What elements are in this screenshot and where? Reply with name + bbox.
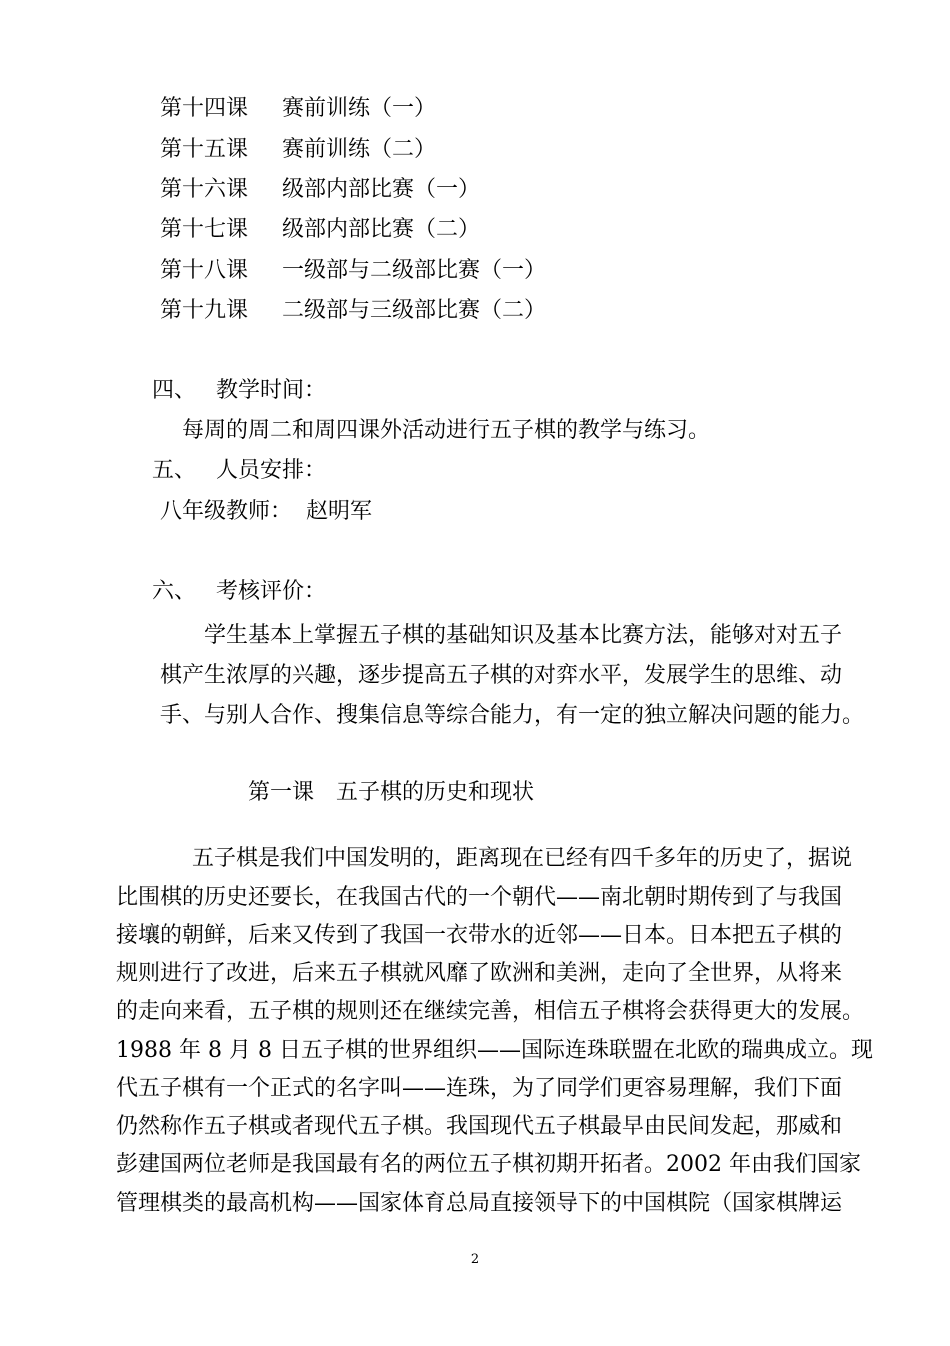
paragraph-line: 代五子棋有一个正式的名字叫——连珠，为了同学们更容易理解，我们下面 xyxy=(116,1076,843,1101)
section-body: 八年级教师： 赵明军 xyxy=(160,499,372,524)
lesson-title: 二级部与三级部比赛（二） xyxy=(282,298,547,323)
page-number: 2 xyxy=(470,1252,480,1267)
section-number: 五、 xyxy=(152,458,197,483)
paragraph-line: 比围棋的历史还要长，在我国古代的一个朝代——南北朝时期传到了与我国 xyxy=(116,885,843,910)
paragraph-line: 的走向来看，五子棋的规则还在继续完善，相信五子棋将会获得更大的发展。 xyxy=(116,999,865,1024)
paragraph-line: 五子棋是我们中国发明的，距离现在已经有四千多年的历史了，据说 xyxy=(192,846,853,871)
lesson-number: 第十五课 xyxy=(160,137,249,162)
lesson-title: 赛前训练（一） xyxy=(282,96,437,121)
paragraph-line: 规则进行了改进，后来五子棋就风靡了欧洲和美洲，走向了全世界，从将来 xyxy=(116,961,843,986)
section-title: 考核评价： xyxy=(216,579,327,604)
paragraph-line: 手、与别人合作、搜集信息等综合能力，有一定的独立解决问题的能力。 xyxy=(160,703,865,728)
section-title: 人员安排： xyxy=(216,458,327,483)
paragraph-line: 接壤的朝鲜，后来又传到了我国一衣带水的近邻——日本。日本把五子棋的 xyxy=(116,923,843,948)
lesson-number: 第十七课 xyxy=(160,217,249,242)
section-body: 每周的周二和周四课外活动进行五子棋的教学与练习。 xyxy=(182,418,711,443)
paragraph-line: 学生基本上掌握五子棋的基础知识及基本比赛方法，能够对对五子 xyxy=(204,623,843,648)
paragraph-line: 彭建国两位老师是我国最有名的两位五子棋初期开拓者。2002 年由我们国家 xyxy=(116,1152,861,1177)
section-number: 六、 xyxy=(152,579,197,604)
section-number: 四、 xyxy=(152,378,197,403)
lesson-number: 第十八课 xyxy=(160,258,249,283)
paragraph-line: 管理棋类的最高机构——国家体育总局直接领导下的中国棋院（国家棋牌运 xyxy=(116,1191,843,1216)
paragraph-line: 棋产生浓厚的兴趣，逐步提高五子棋的对弈水平，发展学生的思维、动 xyxy=(160,663,843,688)
paragraph-line: 1988 年 8 月 8 日五子棋的世界组织——国际连珠联盟在北欧的瑞典成立。现 xyxy=(116,1038,873,1063)
section-title: 教学时间： xyxy=(216,378,327,403)
lesson-number: 第十四课 xyxy=(160,96,249,121)
lesson-number: 第十九课 xyxy=(160,298,249,323)
lesson-title: 一级部与二级部比赛（一） xyxy=(282,258,547,283)
lesson-title: 级部内部比赛（二） xyxy=(282,217,481,242)
lesson-title: 赛前训练（二） xyxy=(282,137,437,162)
lesson-number: 第十六课 xyxy=(160,177,249,202)
lesson-heading: 第一课 五子棋的历史和现状 xyxy=(248,780,535,805)
paragraph-line: 仍然称作五子棋或者现代五子棋。我国现代五子棋最早由民间发起，那威和 xyxy=(116,1114,843,1139)
lesson-title: 级部内部比赛（一） xyxy=(282,177,481,202)
